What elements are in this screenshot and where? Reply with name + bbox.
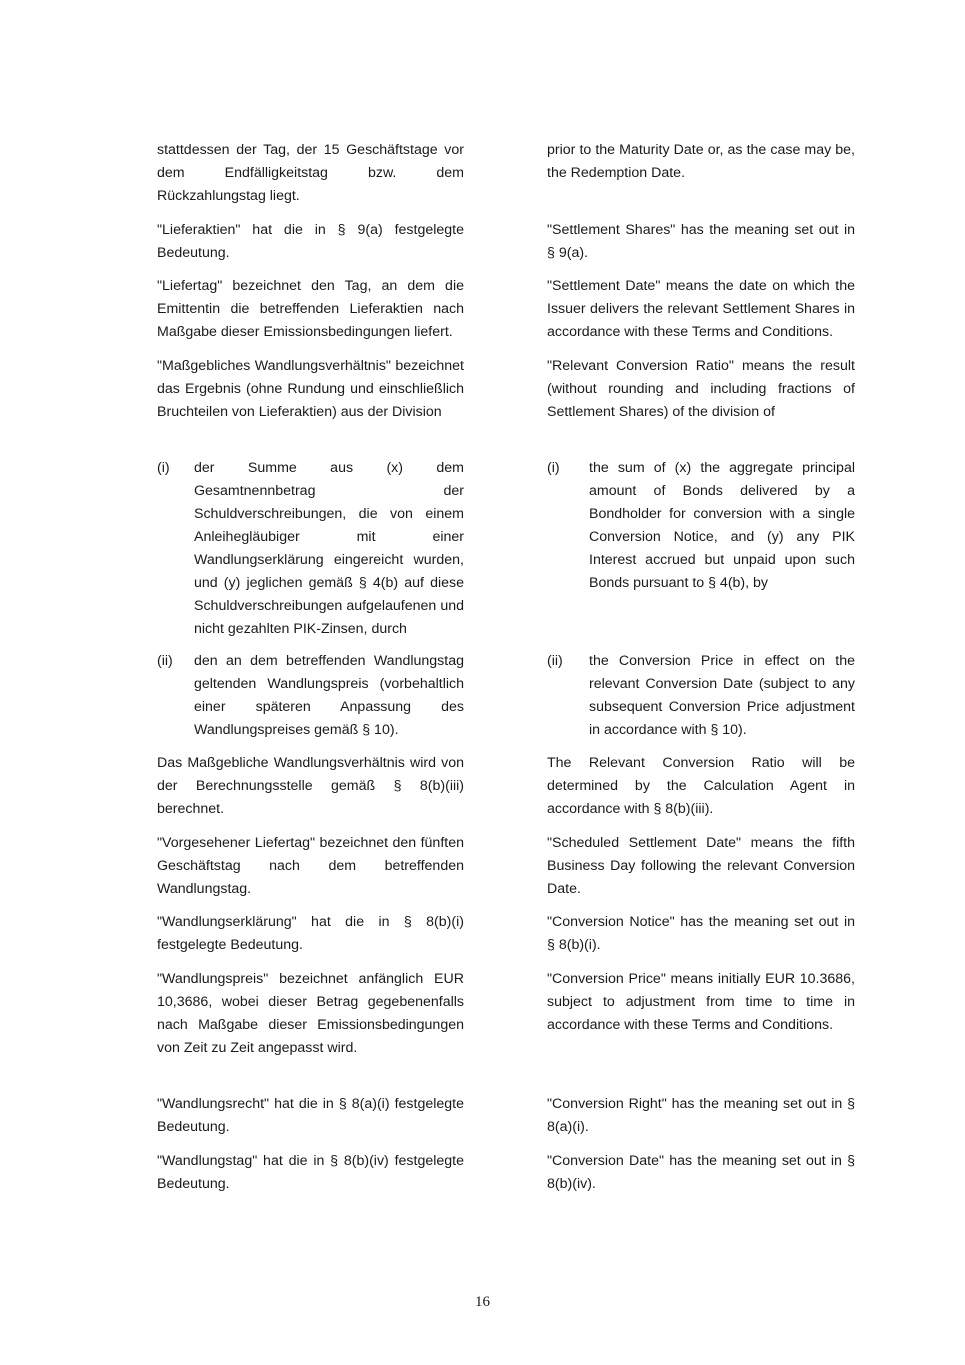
en-list-item-1-number: (i) [547,460,560,476]
en-definition-settlement-date: "Settlement Date" means the date on which the Issuer delivers the relevant Settlement Shares in accordance with these Terms and Conditions. [547,278,855,340]
en-definition-settlement-shares: "Settlement Shares" has the meaning set out in § 9(a). [547,222,855,261]
de-definition-wandlungstag: "Wandlungstag" hat die in § 8(b)(iv) festgelegte Bedeutung. [157,1153,464,1192]
en-definition-conversion-date: "Conversion Date" has the meaning set out in § 8(b)(iv). [547,1153,855,1192]
de-paragraph-1: stattdessen der Tag, der 15 Geschäftstage vor dem Endfälligkeitstag bzw. dem Rückzahlungstag liegt. [157,142,464,204]
de-list-item-1-text: der Summe aus (x) dem Gesamtnennbetrag der Schuldverschreibungen, die von einem Anleihegläubiger mit einer Wandlungserklärung eingereicht wurden, und (y) jeglichen gemäß § 4(b) auf diese Schuldverschreibungen aufgelaufenen und nicht gezahlten PIK-Zinsen, durch [194,460,464,637]
de-definition-lieferaktien: "Lieferaktien" hat die in § 9(a) festgelegte Bedeutung. [157,222,464,261]
page-number: 16 [475,1294,490,1310]
en-paragraph-1: prior to the Maturity Date or, as the case may be, the Redemption Date. [547,142,855,181]
en-definition-relevant-conversion-ratio: "Relevant Conversion Ratio" means the result (without rounding and including fractions of Settlement Shares) of the division of [547,358,855,420]
de-list-item-2-number: (ii) [157,653,173,669]
de-definition-massgebliches-wandlungsverhaeltnis: "Maßgebliches Wandlungsverhältnis" bezeichnet das Ergebnis (ohne Rundung und einschließlich Bruchteilen von Lieferaktien) aus der Division [157,358,464,420]
en-list-item-1-text: the sum of (x) the aggregate principal amount of Bonds delivered by a Bondholder for conversion with a single Conversion Notice, and (y) any PIK Interest accrued but unpaid upon such Bonds pursuant to § 4(b), by [589,460,855,591]
en-list-item-2-number: (ii) [547,653,563,669]
de-list-item-2-text: den an dem betreffenden Wandlungstag geltenden Wandlungspreis (vorbehaltlich einer späteren Anpassung des Wandlungspreises gemäß § 10). [194,653,464,738]
de-definition-liefertag: "Liefertag" bezeichnet den Tag, an dem die Emittentin die betreffenden Lieferaktien nach Maßgabe dieser Emissionsbedingungen liefert. [157,278,464,340]
en-list-item-2-text: the Conversion Price in effect on the relevant Conversion Date (subject to any subsequent Conversion Price adjustment in accordance with § 10). [589,653,855,738]
en-definition-scheduled-settlement-date: "Scheduled Settlement Date" means the fifth Business Day following the relevant Conversion Date. [547,835,855,897]
de-definition-vorgesehener-liefertag: "Vorgesehener Liefertag" bezeichnet den fünften Geschäftstag nach dem betreffenden Wandlungstag. [157,835,464,897]
de-definition-wandlungserklaerung: "Wandlungserklärung" hat die in § 8(b)(i) festgelegte Bedeutung. [157,914,464,953]
en-paragraph-determination: The Relevant Conversion Ratio will be determined by the Calculation Agent in accordance with § 8(b)(iii). [547,755,855,817]
en-definition-conversion-price: "Conversion Price" means initially EUR 10.3686, subject to adjustment from time to time in accordance with these Terms and Conditions. [547,971,855,1033]
de-list-item-1-number: (i) [157,460,170,476]
de-paragraph-berechnung: Das Maßgebliche Wandlungsverhältnis wird von der Berechnungsstelle gemäß § 8(b)(iii) berechnet. [157,755,464,817]
de-definition-wandlungsrecht: "Wandlungsrecht" hat die in § 8(a)(i) festgelegte Bedeutung. [157,1096,464,1135]
de-definition-wandlungspreis: "Wandlungspreis" bezeichnet anfänglich EUR 10,3686, wobei dieser Betrag gegebenenfalls nach Maßgabe dieser Emissionsbedingungen von Zeit zu Zeit angepasst wird. [157,971,464,1056]
en-definition-conversion-notice: "Conversion Notice" has the meaning set out in § 8(b)(i). [547,914,855,953]
en-definition-conversion-right: "Conversion Right" has the meaning set out in § 8(a)(i). [547,1096,855,1135]
